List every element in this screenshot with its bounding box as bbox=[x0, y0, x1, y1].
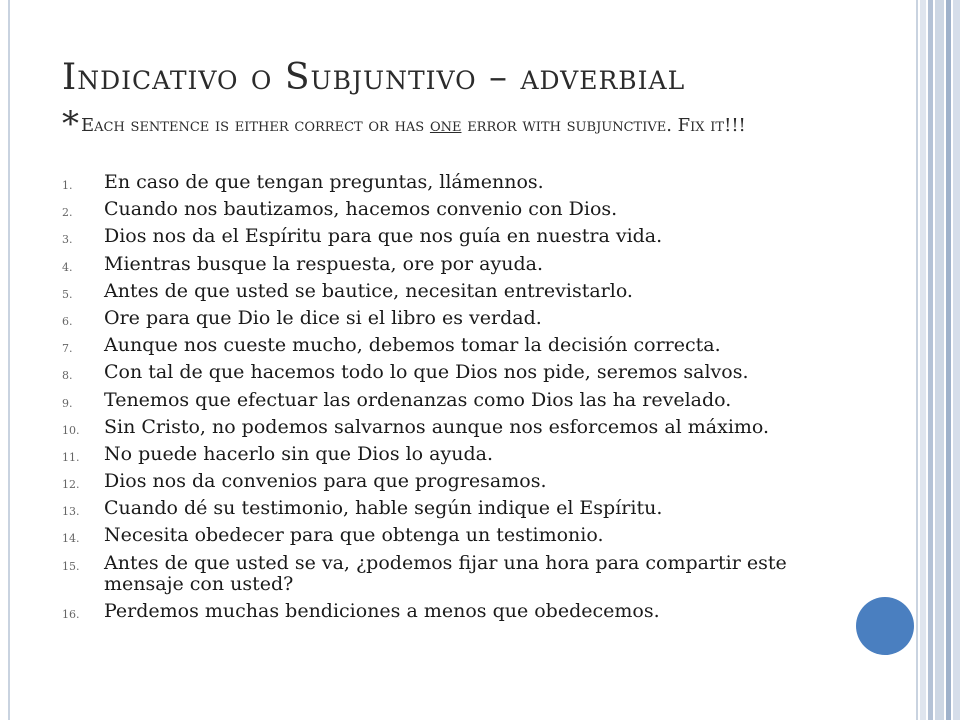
stripe bbox=[935, 0, 944, 720]
item-text: En caso de que tengan preguntas, llámennos. bbox=[104, 171, 544, 193]
item-number: 9. bbox=[62, 396, 73, 410]
item-text: No puede hacerlo sin que Dios lo ayuda. bbox=[104, 442, 493, 465]
item-text: Tenemos que efectuar las ordenanzas como Dios las ha revelado. bbox=[104, 388, 732, 411]
item-number: 11. bbox=[62, 450, 80, 464]
list-item bbox=[62, 308, 852, 329]
item-text: Necesita obedecer para que obtenga un testimonio. bbox=[104, 524, 604, 547]
item-text: Con tal de que hacemos todo lo que Dios nos pide, seremos salvos. bbox=[104, 361, 749, 384]
item-number: 7. bbox=[62, 342, 73, 356]
sentence-list bbox=[62, 172, 852, 628]
list-item bbox=[62, 254, 852, 275]
list-item bbox=[62, 226, 852, 247]
list-item bbox=[62, 553, 852, 595]
item-text: Dios nos da el Espíritu para que nos guía en nuestra vida. bbox=[104, 225, 663, 248]
item-number: 2. bbox=[62, 206, 73, 220]
item-text: Sin Cristo, no podemos salvarnos aunque nos esforcemos al máximo. bbox=[104, 415, 770, 438]
item-text: Perdemos muchas bendiciones a menos que obedecemos. bbox=[104, 599, 660, 622]
item-number: 3. bbox=[62, 233, 73, 247]
slide-title: Indicativo o Subjuntivo – adverbial bbox=[62, 57, 686, 98]
list-item bbox=[62, 362, 852, 383]
item-number: 4. bbox=[62, 260, 73, 274]
list-item bbox=[62, 335, 852, 356]
subtitle-text: Each sentence is either correct or has bbox=[81, 115, 430, 136]
item-number: 10. bbox=[62, 423, 80, 437]
stripe bbox=[928, 0, 933, 720]
item-text: Aunque nos cueste mucho, debemos tomar la decisión correcta. bbox=[104, 334, 721, 357]
item-text: Antes de que usted se bautice, necesitan entrevistarlo. bbox=[104, 279, 633, 302]
list-item bbox=[62, 390, 852, 411]
subtitle-text-end: error with subjunctive. Fix it!!! bbox=[461, 115, 746, 136]
stripe bbox=[946, 0, 951, 720]
list-item bbox=[62, 172, 852, 193]
decorative-stripes bbox=[920, 0, 960, 720]
list-item bbox=[62, 281, 852, 302]
item-number: 1. bbox=[62, 179, 73, 192]
list-item bbox=[62, 498, 852, 519]
item-text: Cuando nos bautizamos, hacemos convenio con Dios. bbox=[104, 198, 618, 221]
list-item bbox=[62, 199, 852, 220]
list-item bbox=[62, 601, 852, 622]
stripe bbox=[920, 0, 926, 720]
item-number: 12. bbox=[62, 478, 80, 492]
stripe bbox=[953, 0, 960, 720]
list-item bbox=[62, 525, 852, 546]
item-text: Dios nos da convenios para que progresamos. bbox=[104, 470, 547, 493]
item-number: 8. bbox=[62, 369, 73, 383]
list-item bbox=[62, 471, 852, 492]
list-item bbox=[62, 417, 852, 438]
item-text: Antes de que usted se va, ¿podemos fijar una hora para compartir este mensaje con usted? bbox=[104, 551, 787, 595]
item-number: 14. bbox=[62, 532, 80, 546]
list-item bbox=[62, 444, 852, 465]
item-number: 13. bbox=[62, 505, 80, 519]
item-number: 16. bbox=[62, 607, 80, 621]
subtitle-underlined: one bbox=[429, 115, 462, 136]
item-text: Ore para que Dio le dice si el libro es verdad. bbox=[104, 306, 542, 329]
item-text: Mientras busque la respuesta, ore por ayuda. bbox=[104, 252, 543, 275]
asterisk: * bbox=[62, 104, 79, 144]
item-number: 15. bbox=[62, 559, 80, 573]
item-number: 6. bbox=[62, 314, 73, 328]
slide-subtitle bbox=[62, 104, 862, 144]
item-number: 5. bbox=[62, 287, 73, 301]
item-text: Cuando dé su testimonio, hable según indique el Espíritu. bbox=[104, 497, 663, 520]
decorative-circle bbox=[856, 597, 914, 655]
